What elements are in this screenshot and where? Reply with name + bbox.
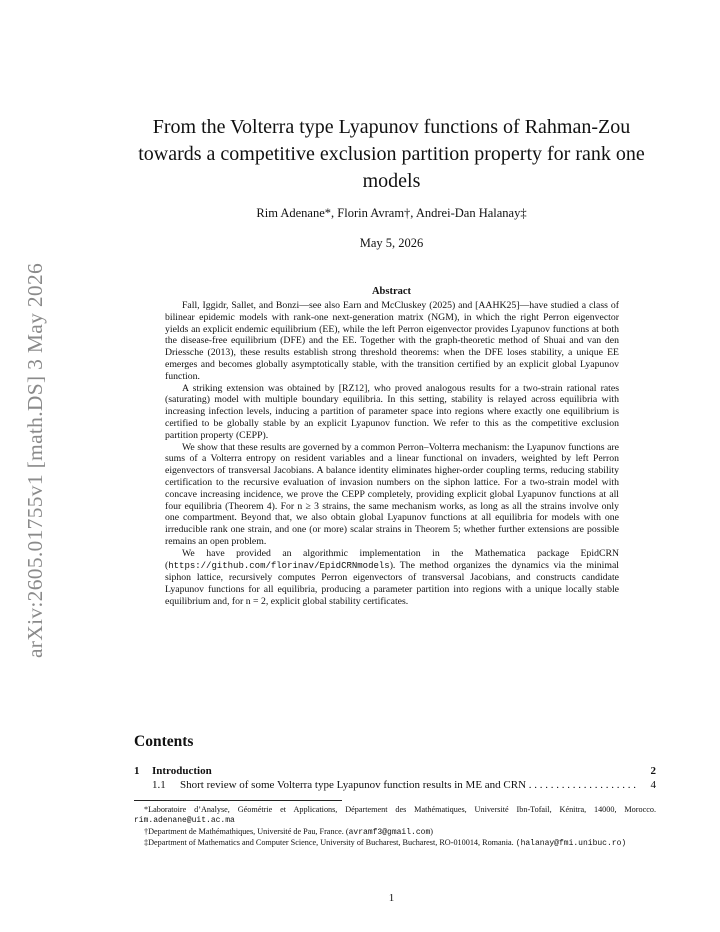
- footnote-affiliation-2: [134, 827, 656, 838]
- page-number: 1: [388, 892, 395, 904]
- abstract-heading: Abstract: [371, 286, 412, 297]
- abstract-body: [165, 300, 619, 608]
- arxiv-identifier: arXiv:2605.01755v1 [math.DS] 3 May 2026: [23, 262, 48, 659]
- paper-date: May 5, 2026: [359, 236, 424, 250]
- email-link[interactable]: avramf3@gmail.com: [348, 827, 431, 837]
- footnote-text: †Department de Mathémathiques, Université de Pau, France. (: [144, 826, 349, 836]
- footnote-text: *Laboratoire d’Analyse, Géométrie et Applications, Département des Mathématiques, Université Ibn-Tofail, Kénitra, 14000, Morocco.: [144, 805, 656, 814]
- footnote-affiliation-1: [134, 805, 656, 827]
- abstract-text: We have provided an algorithmic implementation in the Mathematica package EpidCRN (: [165, 547, 619, 571]
- abstract-paragraph: A striking extension was obtained by [RZ12], who proved analogous results for a two-strain rational rates (saturating) model with multiple boundary equilibria. In this setting, stability is relayed across equilibria with increasing infection levels, inducing a partition of parameter space into regions where exactly one equilibrium is certified to be globally stable by an explicit Lyapunov function. We refer to this as the competitive exclusion partition property (CEPP).: [165, 382, 619, 441]
- footnote-affiliation-3: [134, 838, 656, 849]
- contents-heading: Contents: [134, 733, 194, 750]
- toc-number: 1: [134, 765, 140, 777]
- email-link[interactable]: rim.adenane@uit.ac.ma: [134, 816, 235, 826]
- paper-authors: Rim Adenane*, Florin Avram†, Andrei-Dan Halanay‡: [256, 206, 527, 220]
- toc-entry-short-review[interactable]: [152, 779, 656, 791]
- footnote-divider: [134, 800, 342, 801]
- abstract-paragraph: [165, 548, 619, 608]
- paper-title: From the Volterra type Lyapunov functions of Rahman-Zou towards a competitive exclusion partition property for rank one models: [138, 116, 645, 192]
- footnote-text: ‡Department of Mathematics and Computer Science, University of Bucharest, Bucharest, RO-010014, Romania.: [144, 838, 514, 848]
- package-url-link[interactable]: https://github.com/florinav/EpidCRNmodels: [168, 560, 390, 571]
- footnote-text: ): [430, 826, 433, 836]
- email-link[interactable]: (halanay@fmi.unibuc.ro): [515, 839, 627, 849]
- toc-entry-introduction[interactable]: [134, 765, 656, 777]
- footnotes: [134, 805, 656, 850]
- toc-page: 2: [650, 765, 656, 777]
- toc-number: 1.1: [152, 779, 166, 791]
- toc-page: 4: [650, 779, 656, 791]
- toc-label: Short review of some Volterra type Lyapunov function results in ME and CRN . .: [180, 779, 638, 791]
- abstract-paragraph: Fall, Iggidr, Sallet, and Bonzi—see also Earn and McCluskey (2025) and [AAHK25]—have studied a class of bilinear epidemic models with rank-one next-generation matrix (NGM), in which the right Perron eigenvector yields an explicit endemic equilibrium (EE), while the left Perron eigenvector provides Lyapunov functions at both the disease-free equilibrium (DFE) and the EE. Together with the graph-theoretic method of Shuai and van den Driessche (2013), these results establish strong threshold theorems: when the DFE loses stability, a unique EE emerges and becomes globally asymptotically stable, with the transition certified by an explicit global Lyapunov function.: [165, 300, 619, 382]
- arxiv-sidebar-stamp: [14, 248, 58, 673]
- abstract-text: ). The method organizes the dynamics via the minimal siphon lattice, recursively computes Perron eigenvectors of transversal Jacobians, and constructs candidate Lyapunov functions for all equilibria, producing a parameter partition into regions with a unique locally stable equilibrium and, for n = 2, explicit global stability certificates.: [165, 559, 619, 607]
- abstract-paragraph: We show that these results are governed by a common Perron–Volterra mechanism: the Lyapunov functions are sums of a Volterra entropy on resident variables and a linear functional on invaders, weighted by left Perron eigenvectors of transversal Jacobians. A balance identity eliminates higher-order coupling terms, reducing stability certification to the recursive evaluation of invasion numbers on the siphon lattice. For a two-strain model with concave increasing incidence, we prove the CEPP completely, providing explicit global Lyapunov functions at all four equilibria (Theorem 4). For n ≥ 3 strains, the same mechanism works, as long as all the strains involve only one compartment. Beyond that, we also obtain global Lyapunov functions at all equilibria for models with one irreducible rank one strain, and one (or more) scalar strains in Theorem 5; whether further extensions are possible remains an open problem.: [165, 441, 619, 547]
- toc-label: Introduction: [152, 765, 212, 777]
